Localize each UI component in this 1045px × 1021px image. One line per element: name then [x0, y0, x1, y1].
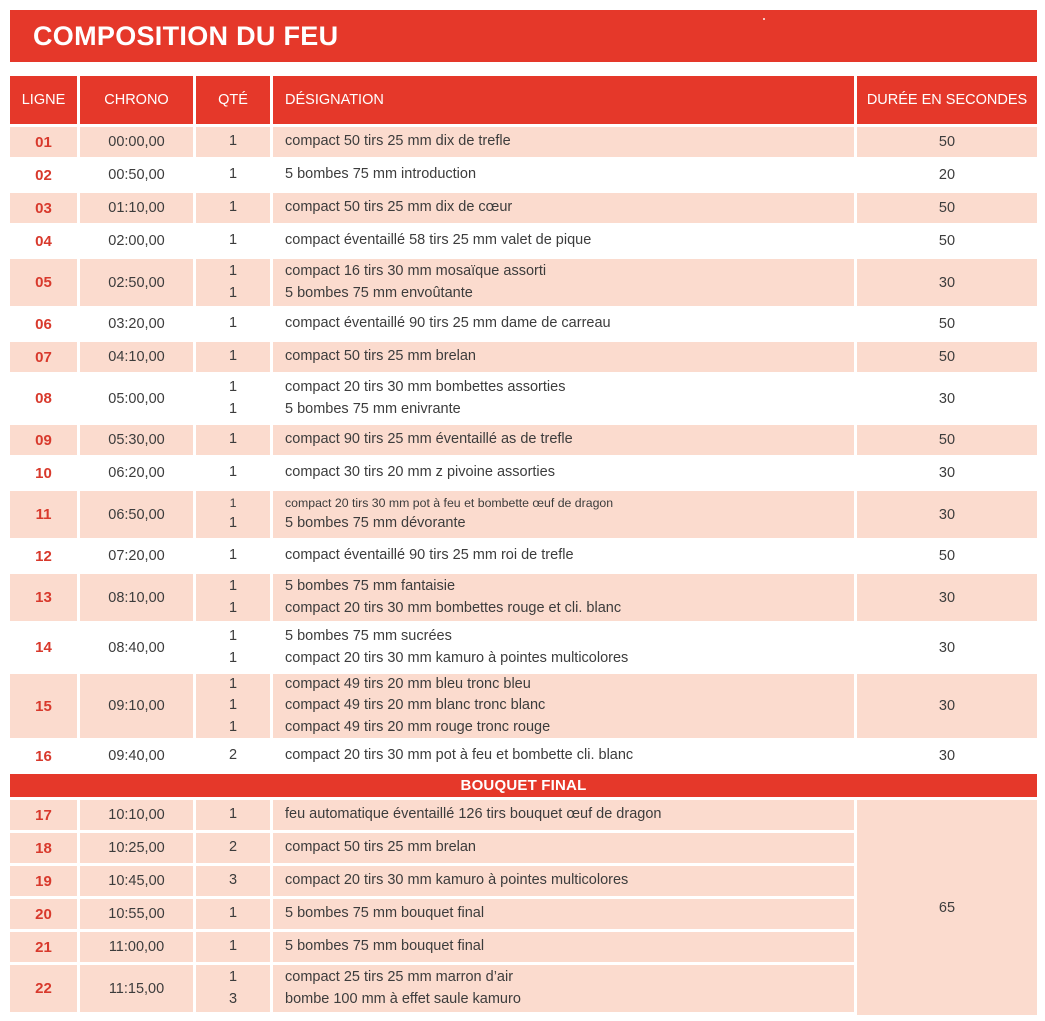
cell-ligne: 05 [10, 259, 77, 306]
cell-ligne: 08 [10, 375, 77, 422]
table-row [10, 932, 854, 962]
designation-line: 5 bombes 75 mm introduction [285, 166, 477, 183]
designation-line: compact 16 tirs 30 mm mosaïque assorti [285, 263, 547, 280]
qte-value: 1 [228, 464, 238, 481]
cell-duree: 50 [857, 226, 1037, 256]
cell-ligne: 16 [10, 741, 77, 771]
cell-designation [273, 342, 854, 372]
cell-ligne: 06 [10, 309, 77, 339]
cell-qte [196, 458, 270, 488]
qte-value: 1 [228, 718, 238, 735]
cell-ligne: 22 [10, 965, 77, 1012]
table-row [10, 491, 1037, 538]
cell-qte [196, 800, 270, 830]
designation-line: compact 50 tirs 25 mm brelan [285, 348, 476, 365]
qte-value: 1 [228, 400, 238, 417]
cell-qte [196, 425, 270, 455]
cell-chrono: 08:40,00 [80, 624, 193, 671]
cell-chrono: 11:15,00 [80, 965, 193, 1012]
cell-qte [196, 309, 270, 339]
table-row [10, 193, 1037, 223]
cell-qte [196, 899, 270, 929]
designation-line: 5 bombes 75 mm fantaisie [285, 578, 456, 595]
cell-ligne: 21 [10, 932, 77, 962]
designation-line: compact éventaillé 58 tirs 25 mm valet de pique [285, 232, 592, 249]
cell-duree: 30 [857, 674, 1037, 738]
cell-duree: 50 [857, 425, 1037, 455]
designation-line: compact 20 tirs 30 mm kamuro à pointes multicolores [285, 872, 629, 889]
cell-qte [196, 226, 270, 256]
designation-line: compact 20 tirs 30 mm pot à feu et bombette cli. blanc [285, 747, 634, 764]
cell-qte [196, 342, 270, 372]
cell-chrono: 05:00,00 [80, 375, 193, 422]
table-row [10, 342, 1037, 372]
cell-duree: 50 [857, 309, 1037, 339]
qte-value: 1 [229, 496, 237, 511]
column-header-qte: QTÉ [196, 76, 270, 124]
column-header-chrono: CHRONO [80, 76, 193, 124]
table-row [10, 458, 1037, 488]
designation-line: feu automatique éventaillé 126 tirs bouquet œuf de dragon [285, 806, 662, 823]
section-banner-bouquet-final: BOUQUET FINAL [10, 774, 1037, 797]
cell-qte [196, 259, 270, 306]
cell-chrono: 04:10,00 [80, 342, 193, 372]
bouquet-final-duree-value: 65 [857, 800, 1037, 1015]
document-title-bar [10, 10, 1037, 62]
table-row [10, 574, 1037, 621]
qte-value: 1 [228, 806, 238, 823]
cell-qte [196, 160, 270, 190]
cell-designation [273, 932, 854, 962]
cell-qte [196, 624, 270, 671]
cell-duree: 50 [857, 541, 1037, 571]
table-row [10, 741, 1037, 771]
cell-chrono: 10:45,00 [80, 866, 193, 896]
qte-value: 1 [228, 938, 238, 955]
qte-value: 1 [228, 348, 238, 365]
qte-value: 1 [228, 578, 238, 595]
cell-designation [273, 309, 854, 339]
designation-line: 5 bombes 75 mm bouquet final [285, 938, 485, 955]
cell-duree: 30 [857, 259, 1037, 306]
table-row [10, 965, 854, 1012]
designation-line: compact 20 tirs 30 mm bombettes rouge et cli. blanc [285, 599, 622, 616]
table-row [10, 375, 1037, 422]
cell-ligne: 07 [10, 342, 77, 372]
cell-qte [196, 375, 270, 422]
cell-qte [196, 574, 270, 621]
qte-value: 1 [228, 514, 238, 531]
table-row [10, 160, 1037, 190]
designation-line: compact 49 tirs 20 mm blanc tronc blanc [285, 697, 546, 714]
cell-ligne: 11 [10, 491, 77, 538]
designation-line: 5 bombes 75 mm dévorante [285, 514, 466, 531]
cell-designation [273, 541, 854, 571]
column-header-designation: DÉSIGNATION [273, 76, 854, 124]
qte-value: 3 [228, 990, 238, 1007]
qte-value: 1 [228, 628, 238, 645]
cell-chrono: 00:00,00 [80, 127, 193, 157]
cell-qte [196, 193, 270, 223]
qte-value: 2 [228, 839, 238, 856]
designation-line: compact éventaillé 90 tirs 25 mm dame de carreau [285, 315, 611, 332]
designation-line: compact 20 tirs 30 mm bombettes assorties [285, 379, 566, 396]
qte-value: 1 [228, 379, 238, 396]
designation-line: 5 bombes 75 mm bouquet final [285, 905, 485, 922]
cell-chrono: 02:00,00 [80, 226, 193, 256]
designation-line: compact 25 tirs 25 mm marron d’air [285, 969, 514, 986]
cell-qte [196, 127, 270, 157]
designation-line: compact 49 tirs 20 mm bleu tronc bleu [285, 676, 531, 693]
cell-chrono: 10:10,00 [80, 800, 193, 830]
designation-line: compact 50 tirs 25 mm dix de cœur [285, 199, 513, 216]
qte-value: 1 [228, 599, 238, 616]
table-row [10, 127, 1037, 157]
table-row [10, 541, 1037, 571]
cell-designation [273, 800, 854, 830]
designation-line: bombe 100 mm à effet saule kamuro [285, 990, 521, 1007]
qte-value: 1 [228, 547, 238, 564]
cell-ligne: 10 [10, 458, 77, 488]
designation-line: compact 50 tirs 25 mm brelan [285, 839, 476, 856]
table-row [10, 624, 1037, 671]
cell-ligne: 01 [10, 127, 77, 157]
cell-duree: 30 [857, 458, 1037, 488]
cell-chrono: 06:50,00 [80, 491, 193, 538]
cell-ligne: 09 [10, 425, 77, 455]
cell-chrono: 09:40,00 [80, 741, 193, 771]
designation-line: compact 30 tirs 20 mm z pivoine assorties [285, 464, 555, 481]
cell-designation [273, 624, 854, 671]
cell-chrono: 10:55,00 [80, 899, 193, 929]
qte-value: 1 [228, 232, 238, 249]
bouquet-final-rows [10, 800, 854, 1015]
cell-designation [273, 425, 854, 455]
table-header-row [10, 76, 1037, 124]
cell-qte [196, 965, 270, 1012]
cell-duree: 30 [857, 574, 1037, 621]
cell-chrono: 07:20,00 [80, 541, 193, 571]
qte-value: 1 [228, 284, 238, 301]
designation-line: compact 49 tirs 20 mm rouge tronc rouge [285, 718, 551, 735]
cell-ligne: 12 [10, 541, 77, 571]
qte-value: 1 [228, 166, 238, 183]
cell-designation [273, 458, 854, 488]
cell-duree: 30 [857, 741, 1037, 771]
table-row [10, 674, 1037, 738]
page-title: COMPOSITION DU FEU [33, 20, 339, 51]
cell-qte [196, 541, 270, 571]
qte-value: 1 [228, 431, 238, 448]
program-table [10, 76, 1037, 1015]
column-header-ligne: LIGNE [10, 76, 77, 124]
table-row [10, 226, 1037, 256]
cell-designation [273, 193, 854, 223]
table-row [10, 309, 1037, 339]
table-row [10, 833, 854, 863]
qte-value: 1 [228, 263, 238, 280]
cell-chrono: 00:50,00 [80, 160, 193, 190]
cell-designation [273, 866, 854, 896]
cell-duree: 30 [857, 624, 1037, 671]
qte-value: 1 [228, 969, 238, 986]
cell-ligne: 15 [10, 674, 77, 738]
cell-chrono: 11:00,00 [80, 932, 193, 962]
qte-value: 3 [228, 872, 238, 889]
cell-designation [273, 899, 854, 929]
qte-value: 1 [228, 199, 238, 216]
cell-qte [196, 674, 270, 738]
cell-designation [273, 259, 854, 306]
cell-qte [196, 866, 270, 896]
bouquet-final-block [10, 800, 1037, 1015]
cell-chrono: 08:10,00 [80, 574, 193, 621]
cell-ligne: 03 [10, 193, 77, 223]
cell-duree: 30 [857, 375, 1037, 422]
cell-designation [273, 491, 854, 538]
cell-duree: 20 [857, 160, 1037, 190]
cell-duree: 50 [857, 193, 1037, 223]
designation-line: compact 20 tirs 30 mm pot à feu et bombette œuf de dragon [285, 496, 614, 511]
cell-duree: 30 [857, 491, 1037, 538]
cell-ligne: 17 [10, 800, 77, 830]
cell-designation [273, 741, 854, 771]
cell-chrono: 01:10,00 [80, 193, 193, 223]
cell-ligne: 14 [10, 624, 77, 671]
cell-chrono: 10:25,00 [80, 833, 193, 863]
cell-chrono: 09:10,00 [80, 674, 193, 738]
cell-duree: 50 [857, 342, 1037, 372]
cell-designation [273, 127, 854, 157]
designation-line: 5 bombes 75 mm envoûtante [285, 284, 473, 301]
table-row [10, 425, 1037, 455]
cell-qte [196, 491, 270, 538]
cell-chrono: 06:20,00 [80, 458, 193, 488]
cell-chrono: 03:20,00 [80, 309, 193, 339]
bouquet-final-duree-cell-wrap [857, 800, 1037, 1015]
cell-qte [196, 833, 270, 863]
designation-line: compact éventaillé 90 tirs 25 mm roi de trefle [285, 547, 574, 564]
cell-designation [273, 965, 854, 1012]
table-row [10, 866, 854, 896]
designation-line: compact 50 tirs 25 mm dix de trefle [285, 133, 511, 150]
column-header-duree: DURÉE EN SECONDES [857, 76, 1037, 124]
qte-value: 1 [228, 649, 238, 666]
designation-line: compact 20 tirs 30 mm kamuro à pointes multicolores [285, 649, 629, 666]
cell-ligne: 20 [10, 899, 77, 929]
table-body [10, 127, 1037, 771]
cell-chrono: 05:30,00 [80, 425, 193, 455]
table-row [10, 800, 854, 830]
cell-chrono: 02:50,00 [80, 259, 193, 306]
cell-duree: 50 [857, 127, 1037, 157]
table-row [10, 259, 1037, 306]
designation-line: 5 bombes 75 mm sucrées [285, 628, 452, 645]
cell-designation [273, 574, 854, 621]
qte-value: 1 [228, 133, 238, 150]
cell-ligne: 02 [10, 160, 77, 190]
designation-line: 5 bombes 75 mm enivrante [285, 400, 461, 417]
designation-line: compact 90 tirs 25 mm éventaillé as de trefle [285, 431, 573, 448]
qte-value: 2 [228, 747, 238, 764]
cell-designation [273, 226, 854, 256]
cell-qte [196, 932, 270, 962]
cell-designation [273, 160, 854, 190]
cell-designation [273, 674, 854, 738]
cell-designation [273, 375, 854, 422]
cell-ligne: 13 [10, 574, 77, 621]
qte-value: 1 [228, 315, 238, 332]
qte-value: 1 [228, 697, 238, 714]
cell-qte [196, 741, 270, 771]
title-artifact-dot [763, 18, 765, 20]
qte-value: 1 [228, 676, 238, 693]
cell-ligne: 04 [10, 226, 77, 256]
cell-ligne: 19 [10, 866, 77, 896]
qte-value: 1 [228, 905, 238, 922]
table-row [10, 899, 854, 929]
cell-ligne: 18 [10, 833, 77, 863]
cell-designation [273, 833, 854, 863]
